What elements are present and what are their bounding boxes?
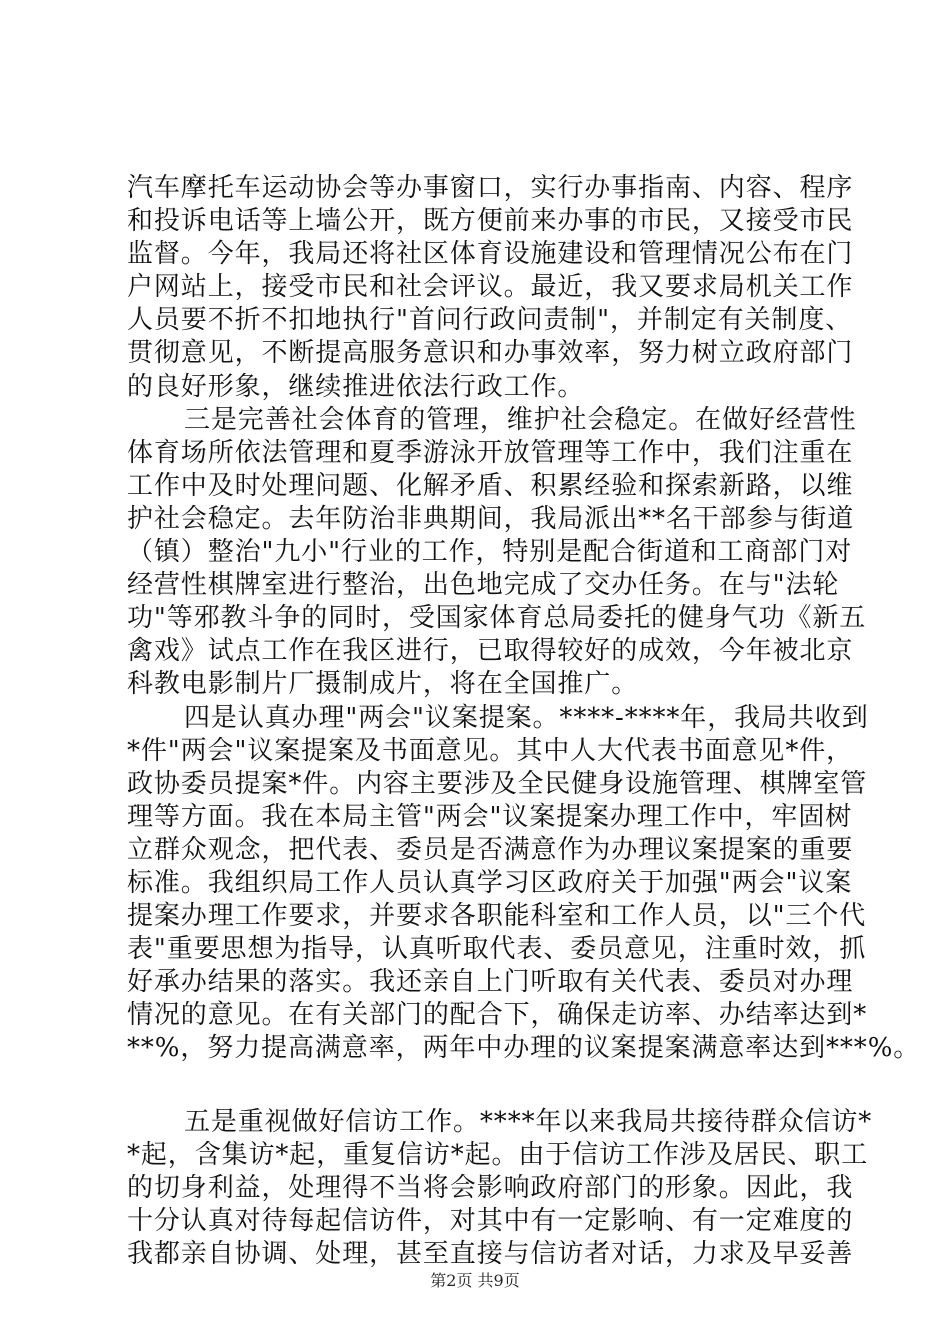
text-line: **%，努力提高满意率，两年中办理的议案提案满意率达到***%。 [127, 1033, 921, 1064]
text-line: 体育场所依法管理和夏季游泳开放管理等工作中，我们注重在 [127, 437, 854, 468]
text-line: 四是认真办理"两会"议案提案。****-****年，我局共收到 [184, 702, 869, 733]
text-line: 提案办理工作要求，并要求各职能科室和工作人员，以"三个代 [127, 901, 867, 932]
text-line: 理等方面。我在本局主管"两会"议案提案办理工作中，牢固树 [127, 801, 853, 832]
text-line: 经营性棋牌室进行整治，出色地完成了交办任务。在与"法轮 [127, 570, 840, 601]
text-line: 户网站上，接受市民和社会评议。最近，我又要求局机关工作 [127, 272, 854, 303]
text-line: 五是重视做好信访工作。****年以来我局共接待群众信访* [184, 1106, 873, 1137]
paragraph-4 [127, 1106, 873, 1271]
text-line: 汽车摩托车运动协会等办事窗口，实行办事指南、内容、程序 [127, 173, 854, 203]
text-line: 立群众观念，把代表、委员是否满意作为办理议案提案的重要 [127, 834, 854, 865]
text-line: *起，含集访*起，重复信访*起。由于信访工作涉及居民、职工 [127, 1139, 869, 1170]
text-line: 科教电影制片厂摄制成片，将在全国推广。 [127, 669, 639, 700]
document-body [127, 172, 921, 1271]
text-line: 三是完善社会体育的管理，维护社会稳定。在做好经营性 [184, 404, 857, 435]
page-number-footer: 第2页 共9页 [430, 1271, 520, 1290]
text-line: 的良好形象，继续推进依法行政工作。 [127, 371, 585, 402]
text-line: 工作中及时处理问题、化解矛盾、积累经验和探索新路，以维 [127, 470, 854, 501]
text-line: 人员要不折不扣地执行"首问行政问责制"，并制定有关制度、 [127, 305, 853, 336]
text-line: 护社会稳定。去年防治非典期间，我局派出**名干部参与街道 [127, 503, 855, 534]
text-line: 禽戏》试点工作在我区进行，已取得较好的成效，今年被北京 [127, 636, 854, 667]
text-line: 标准。我组织局工作人员认真学习区政府关于加强"两会"议案 [127, 867, 853, 898]
text-line: *件"两会"议案提案及书面意见。其中人大代表书面意见*件， [127, 735, 854, 766]
text-line: 表"重要思想为指导，认真听取代表、委员意见，注重时效，抓 [127, 934, 867, 965]
text-line: 政协委员提案*件。内容主要涉及全民健身设施管理、棋牌室管 [127, 768, 868, 799]
text-line: 情况的意见。在有关部门的配合下，确保走访率、办结率达到* [127, 1000, 868, 1031]
text-line: 功"等邪教斗争的同时，受国家体育总局委托的健身气功《新五 [127, 603, 867, 634]
text-line: 和投诉电话等上墙公开，既方便前来办事的市民，又接受市民 [127, 206, 854, 237]
paragraph-gap [127, 1066, 837, 1106]
text-line: 监督。今年，我局还将社区体育设施建设和管理情况公布在门 [127, 239, 854, 270]
paragraph-1 [127, 172, 854, 404]
text-line: 贯彻意见，不断提高服务意识和办事效率，努力树立政府部门 [127, 338, 854, 369]
text-line: 好承办结果的落实。我还亲自上门听取有关代表、委员对办理 [127, 967, 854, 998]
paragraph-2 [127, 404, 867, 702]
text-line: 十分认真对待每起信访件，对其中有一定影响、有一定难度的 [127, 1205, 854, 1236]
text-line: 的切身利益，处理得不当将会影响政府部门的形象。因此，我 [127, 1172, 854, 1203]
text-line: 我都亲自协调、处理，甚至直接与信访者对话，力求及早妥善 [127, 1238, 854, 1269]
paragraph-3 [127, 702, 921, 1066]
text-line: （镇）整治"九小"行业的工作，特别是配合街道和工商部门对 [127, 537, 853, 568]
